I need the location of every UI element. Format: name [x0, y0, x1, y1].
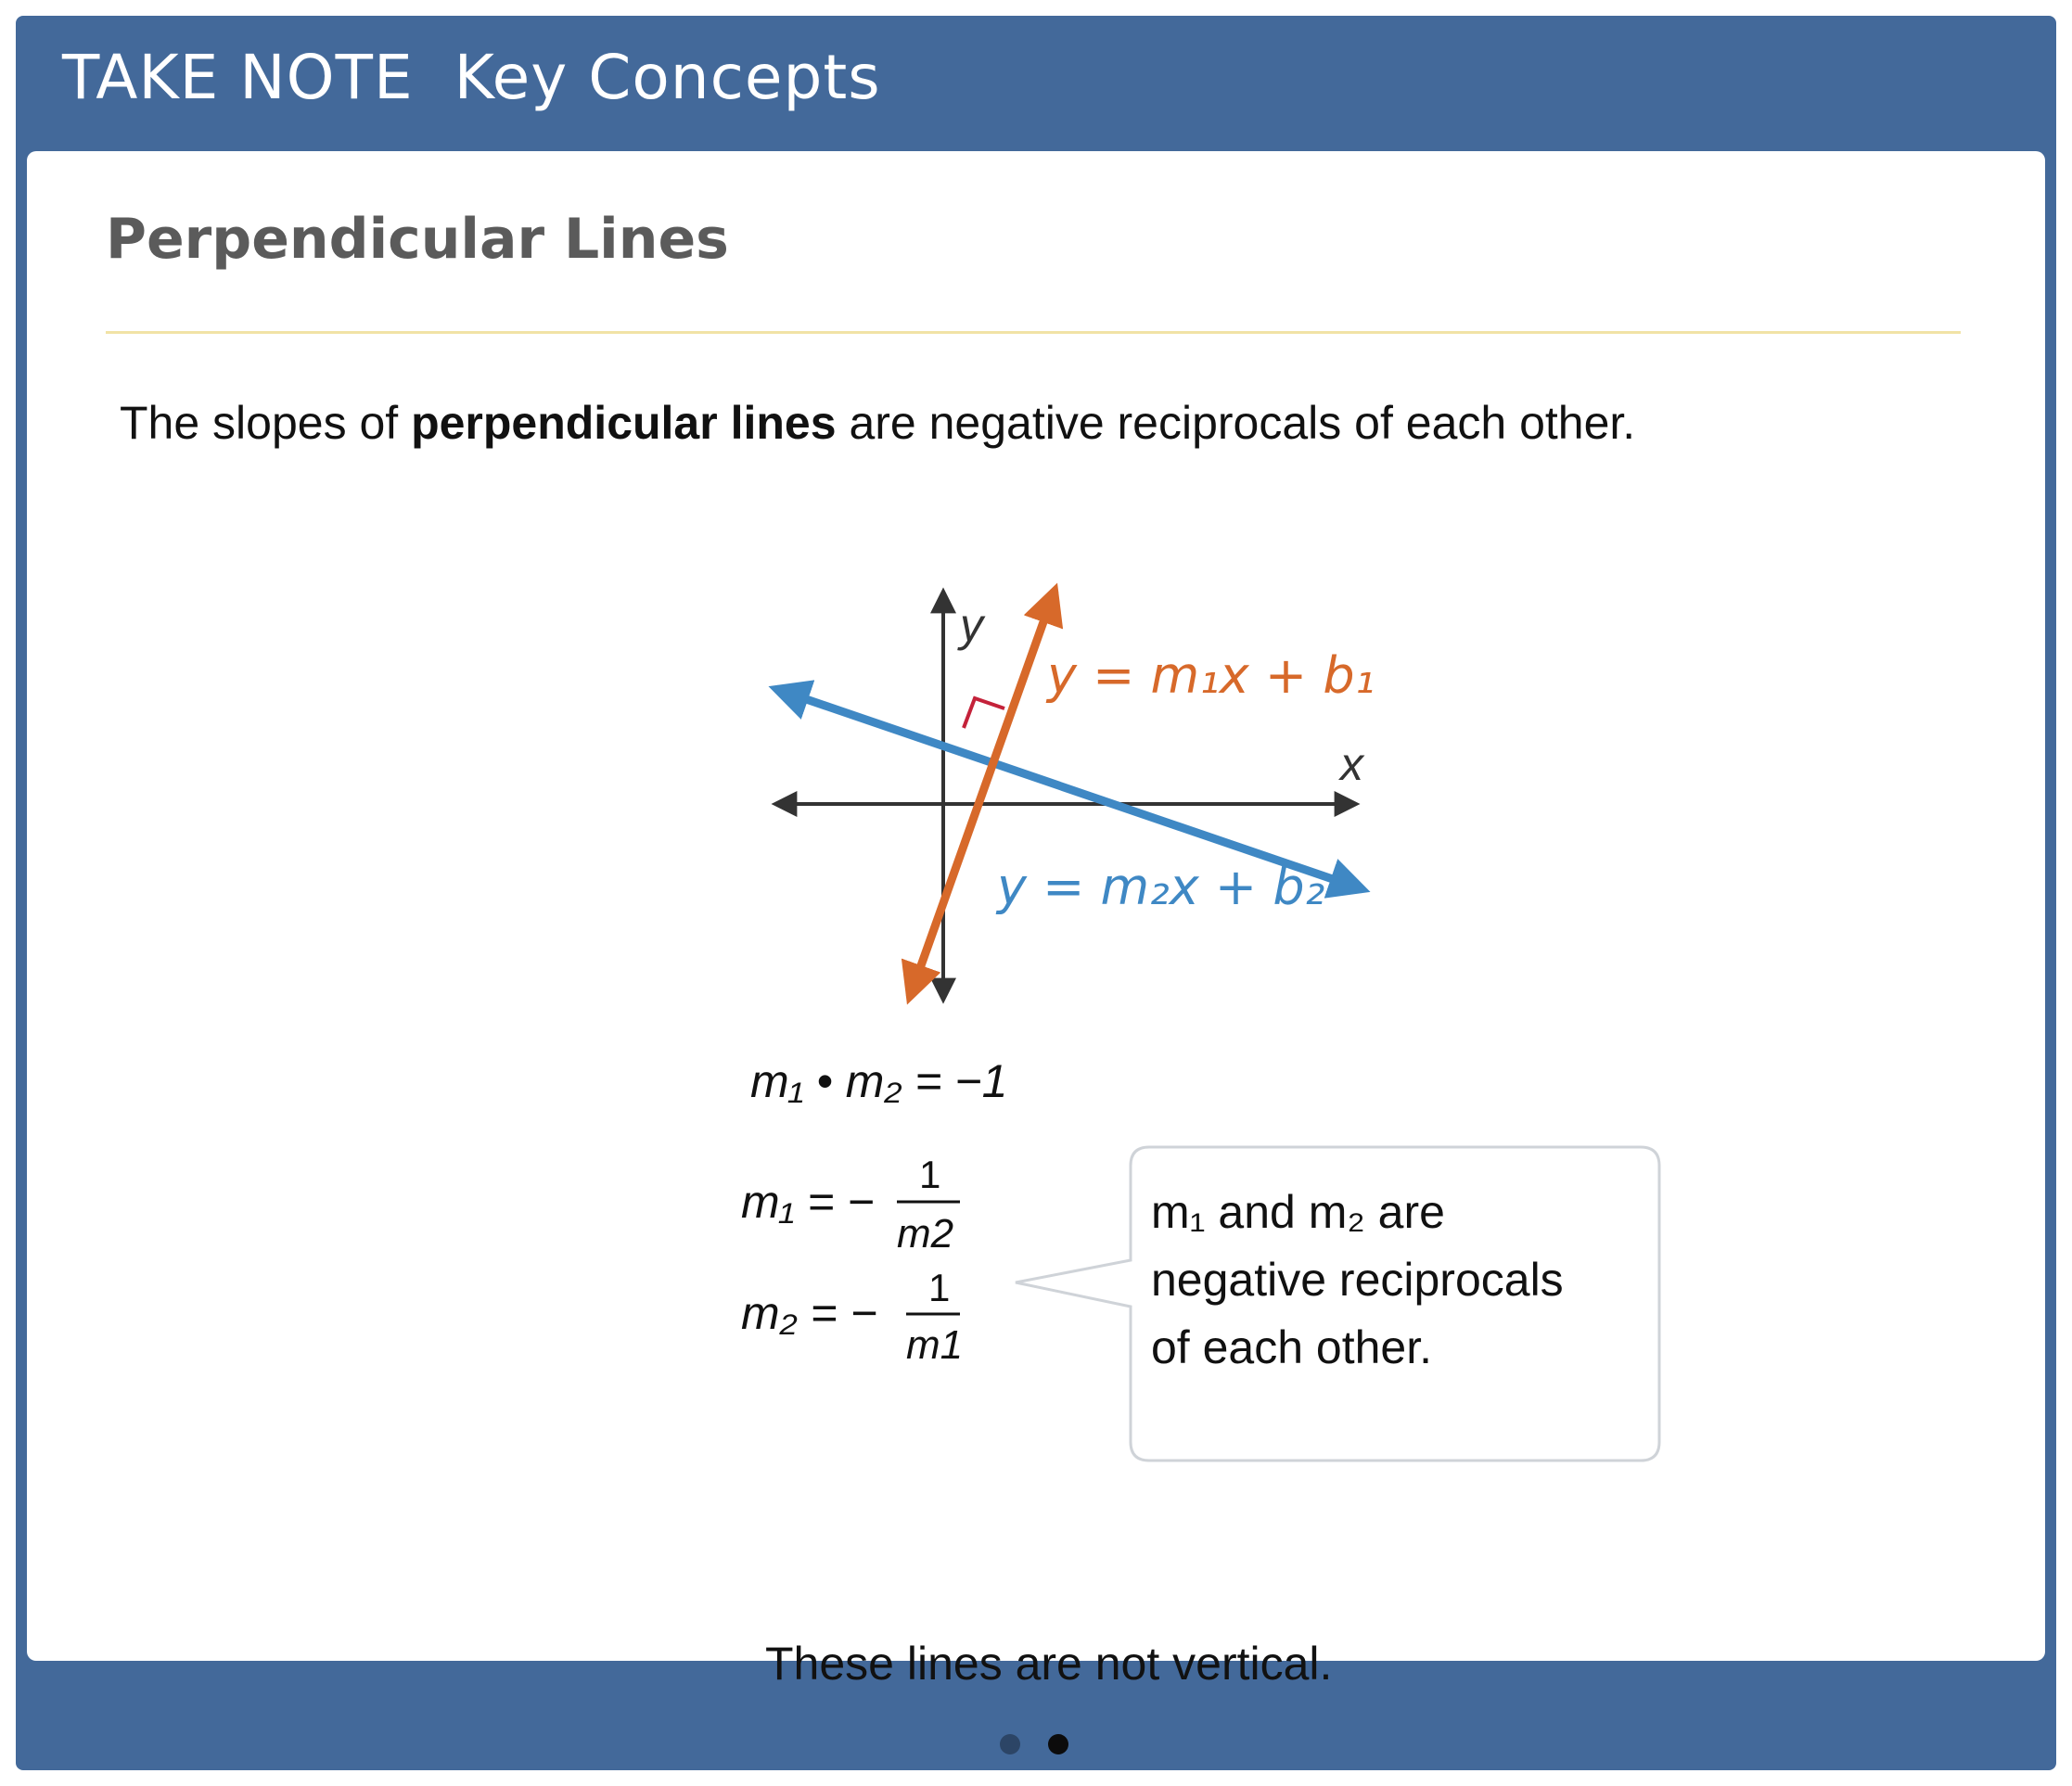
m1-denominator: m2: [897, 1211, 954, 1257]
line-1: [910, 591, 1055, 997]
line-2-equation: y = m₂x + b₂: [997, 858, 1325, 916]
pagination-dots: [0, 1734, 2072, 1762]
callout-line-2: negative reciprocals: [1151, 1254, 1564, 1306]
content-panel: [27, 151, 2045, 1690]
header-label: TAKE NOTE: [62, 42, 414, 113]
callout-line-1: m₁ and m₂ are: [1151, 1186, 1445, 1238]
section-title: Perpendicular Lines: [106, 207, 729, 272]
header-subtitle: Key Concepts: [454, 42, 881, 113]
page-dot-2[interactable]: [1048, 1734, 1068, 1754]
m2-denominator: m1: [906, 1322, 964, 1368]
page-dot-1[interactable]: [1000, 1734, 1020, 1754]
intro-post: are negative reciprocals of each other.: [836, 397, 1636, 449]
callout-text: [1151, 1179, 1633, 1382]
m1-numerator: 1: [919, 1153, 941, 1196]
perpendicular-lines-diagram: [27, 151, 2045, 1661]
intro-bold-term: perpendicular lines: [411, 397, 837, 449]
header-title: [62, 42, 881, 113]
take-note-frame: [16, 16, 2056, 1770]
product-equation: m₁ • m₂ = −1: [750, 1055, 1008, 1107]
right-angle-marker: [964, 698, 1004, 728]
line-1-equation: y = m₁x + b₁: [1047, 646, 1375, 705]
intro-pre: The slopes of: [120, 397, 412, 449]
y-axis-label: y: [960, 599, 983, 651]
m2-numerator: 1: [928, 1266, 951, 1309]
m1-equation-lhs: m₁ = −: [741, 1176, 875, 1228]
callout-line-3: of each other.: [1151, 1321, 1433, 1373]
x-axis-label: x: [1340, 738, 1363, 790]
m2-equation-lhs: m₂ = −: [741, 1287, 877, 1339]
footer-note: These lines are not vertical.: [765, 1638, 1333, 1690]
